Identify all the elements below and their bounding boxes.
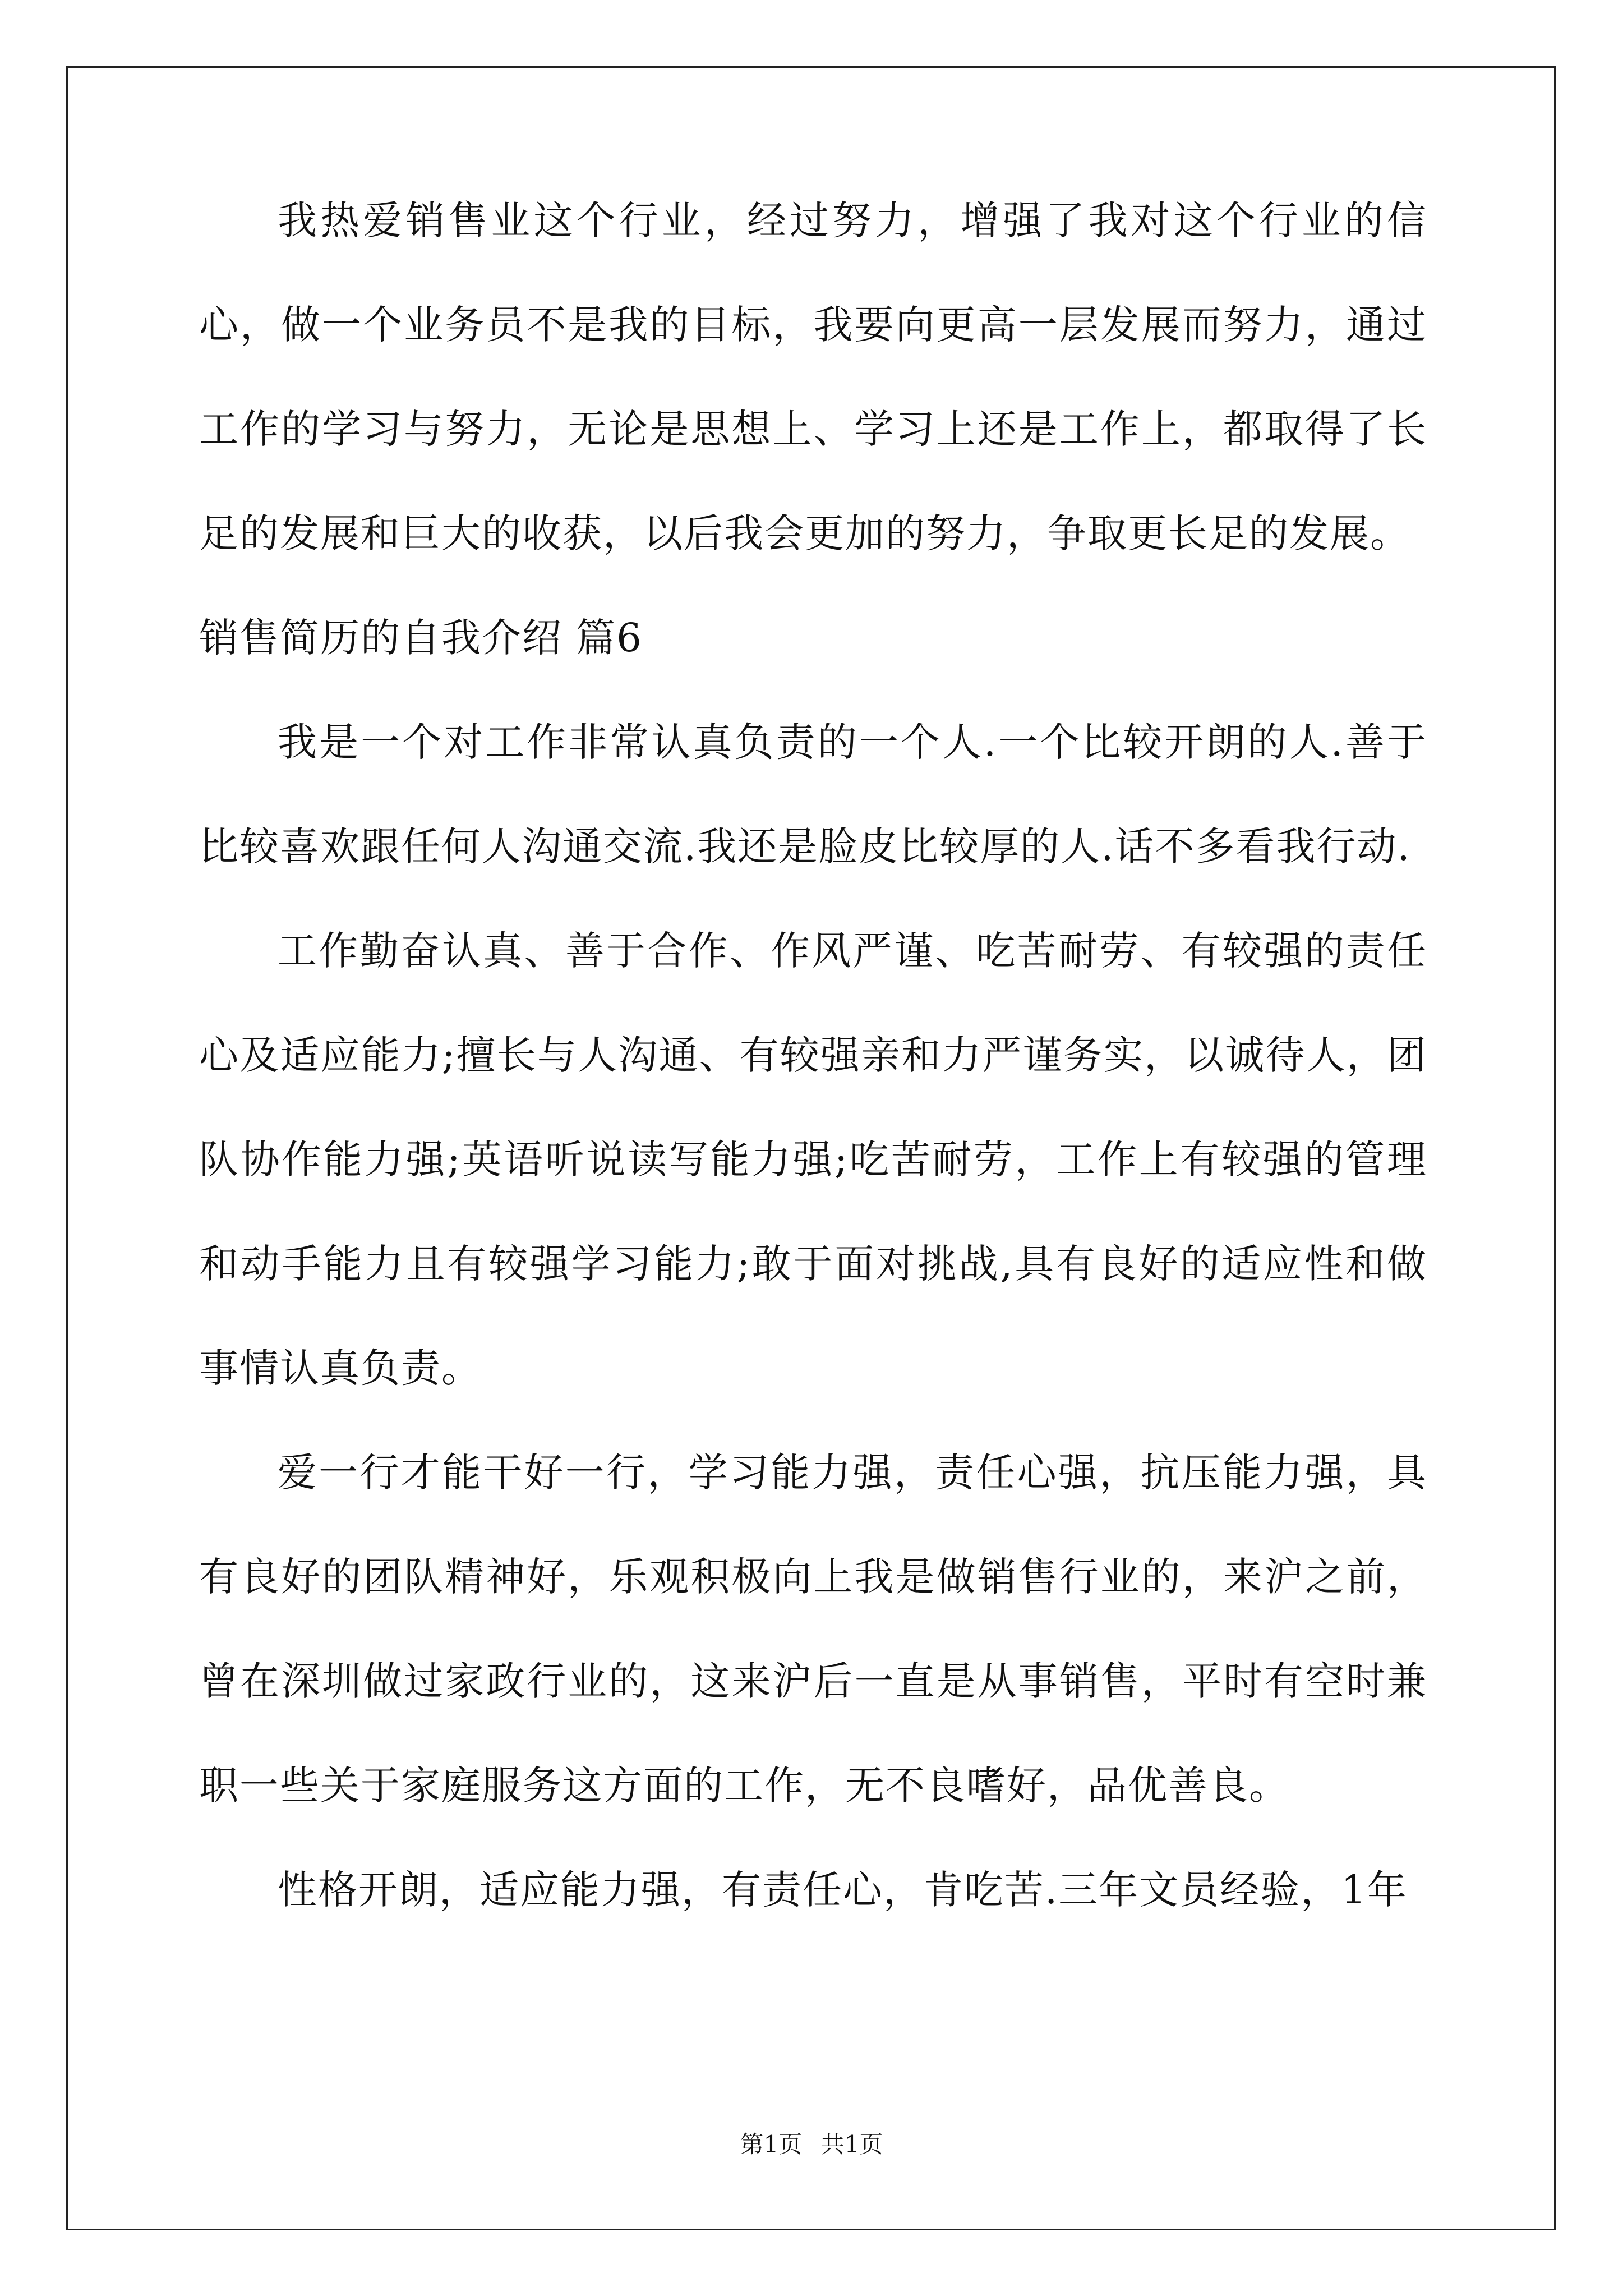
page-number: 第1页 bbox=[740, 2131, 803, 2158]
paragraph-5: 性格开朗，适应能力强，有责任心，肯吃苦.三年文员经验，1年 bbox=[278, 1867, 1408, 1913]
page-footer bbox=[0, 2126, 1623, 2160]
paragraph-2: 我是一个对工作非常认真负责的一个人.一个比较开朗的人.善于比较喜欢跟任何人沟通交流.我还是脸皮比较厚的人.话不多看我行动. bbox=[199, 719, 1427, 869]
page-total: 共1页 bbox=[820, 2131, 883, 2158]
paragraph-3: 工作勤奋认真、善于合作、作风严谨、吃苦耐劳、有较强的责任心及适应能力;擅长与人沟通、有较强亲和力严谨务实，以诚待人，团队协作能力强;英语听说读写能力强;吃苦耐劳，工作上有较强的管理和动手能力且有较强学习能力;敢于面对挑战,具有良好的适应性和做事情认真负责。 bbox=[199, 928, 1427, 1391]
paragraph-1: 我热爱销售业这个行业，经过努力，增强了我对这个行业的信心，做一个业务员不是我的目标，我要向更高一层发展而努力，通过工作的学习与努力，无论是思想上、学习上还是工作上，都取得了长足的发展和巨大的收获，以后我会更加的努力，争取更长足的发展。 bbox=[199, 197, 1427, 556]
section-heading: 销售简历的自我介绍 篇6 bbox=[199, 615, 643, 661]
document-body bbox=[199, 168, 1427, 1942]
paragraph-4: 爱一行才能干好一行，学习能力强，责任心强，抗压能力强，具有良好的团队精神好，乐观积极向上我是做销售行业的，来沪之前，曾在深圳做过家政行业的，这来沪后一直是从事销售，平时有空时兼职一些关于家庭服务这方面的工作，无不良嗜好，品优善良。 bbox=[199, 1450, 1427, 1809]
